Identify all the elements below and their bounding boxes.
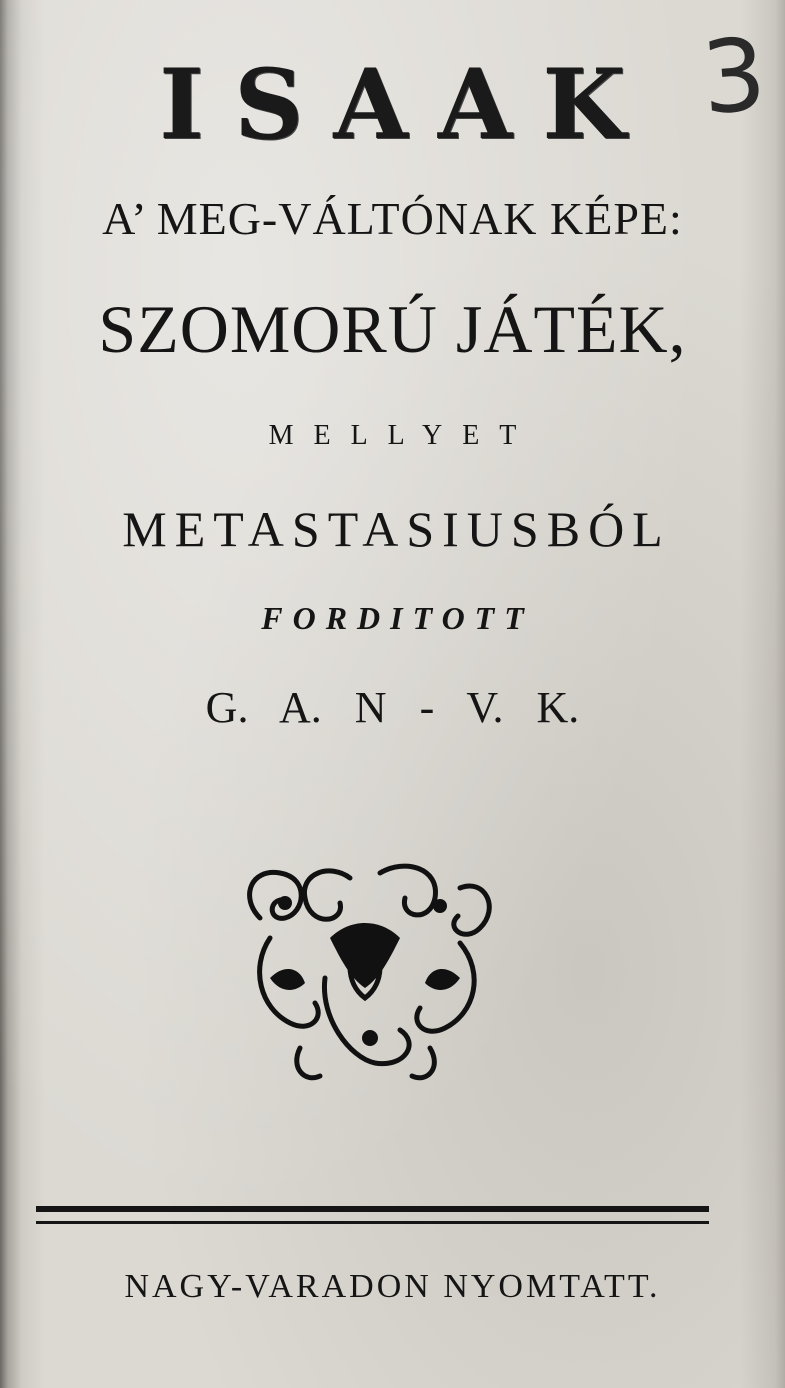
translator-initials: G. A. N - V. K. (205, 683, 580, 732)
imprint-line: NAGY-VARADON NYOMTATT. (124, 1268, 661, 1305)
connector-line: MELLYET (268, 420, 537, 451)
double-rule-bottom (36, 1221, 709, 1224)
book-title: ISAAK (159, 48, 656, 161)
double-rule-top (36, 1206, 709, 1212)
source-line: METASTASIUSBÓL (122, 501, 671, 557)
translated-by-line: FORDITOTT (261, 600, 534, 636)
subtitle: A’ MEG-VÁLTÓNAK KÉPE: (102, 193, 683, 244)
acanthus-ornament-icon (230, 858, 500, 1088)
genre-line: SZOMORÚ JÁTÉK, (98, 291, 687, 367)
page-number: 3 (697, 15, 770, 138)
